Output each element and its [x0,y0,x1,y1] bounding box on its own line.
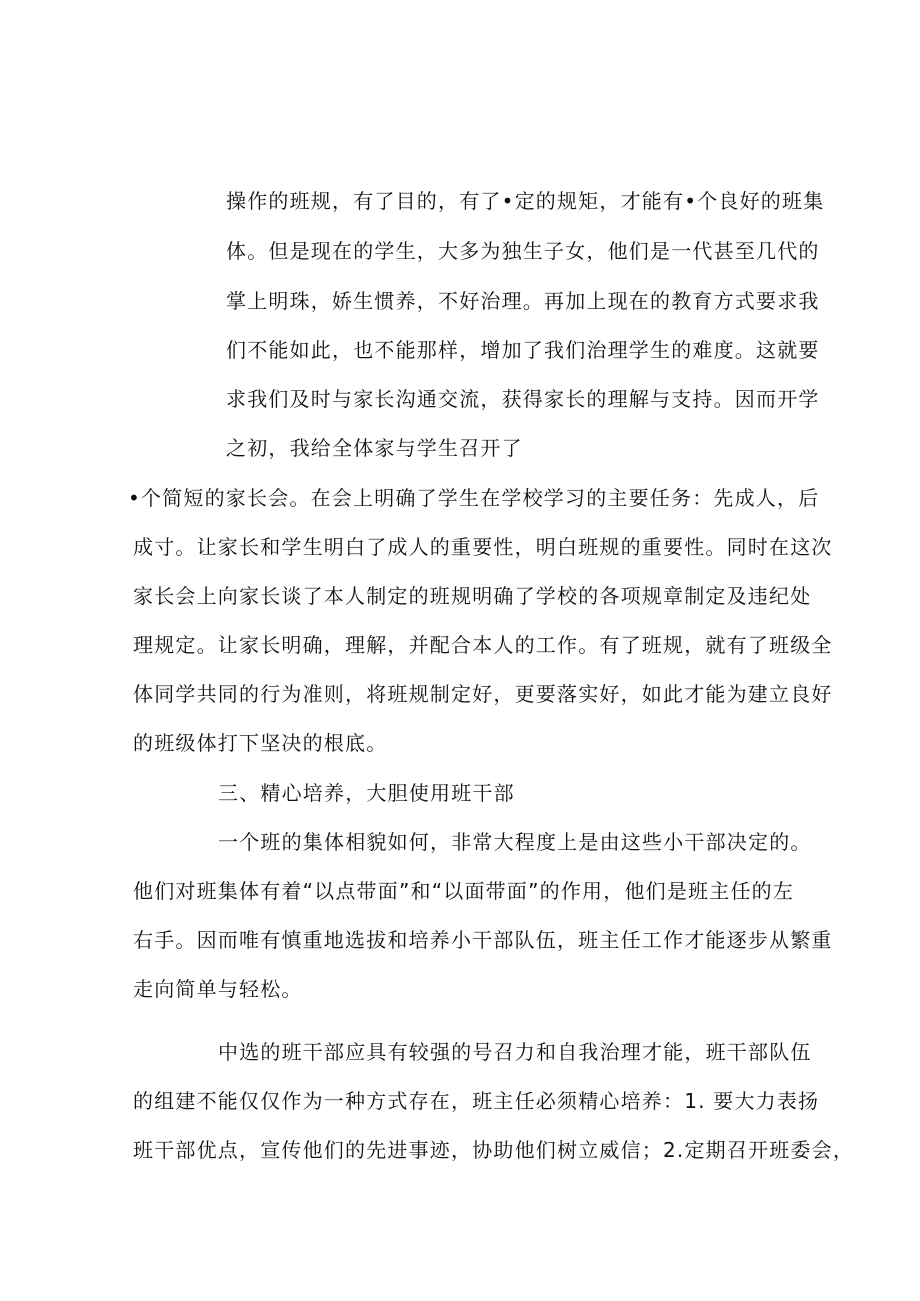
section-heading: 三、精心培养，大胆使用班干部 [218,781,515,805]
text-line: 成寸。让家长和学生明白了成人的重要性，明白班规的重要性。同时在这次 [133,535,833,559]
text-line: 走向简单与轻松。 [133,977,303,1001]
text-line: 中选的班干部应具有较强的号召力和自我治理才能，班干部队伍 [218,1040,812,1064]
text-line: 之初，我给全体家与学生召开了 [226,436,523,460]
text-line: 操作的班规，有了目的，有了•定的规矩，才能有•个良好的班集 [226,189,825,213]
text-line: 的班级体打下坚决的根底。 [133,731,388,755]
text-line: 掌上明珠，娇生惯养，不好治理。再加上现在的教育方式要求我 [226,289,820,313]
text-line: 求我们及时与家长沟通交流，获得家长的理解与支持。因而开学 [226,387,820,411]
text-line: 右手。因而唯有慎重地选拔和培养小干部队伍，班主任工作才能逐步从繁重 [133,928,833,952]
text-line: 一个班的集体相貌如何，非常大程度上是由这些小干部决定的。 [218,830,812,854]
text-line: 班干部优点，宣传他们的先进事迹，协助他们树立威信；2.定期召开班委会， [133,1138,855,1162]
text-line: 他们对班集体有着“以点带面”和“以面带面”的作用，他们是班主任的左 [133,879,795,903]
text-line: 体。但是现在的学生，大多为独生子女，他们是一代甚至几代的 [226,239,820,263]
text-line: 体同学共同的行为准则，将班规制定好，更要落实好，如此才能为建立良好 [133,682,833,706]
text-line: •个简短的家长会。在会上明确了学生在学校学习的主要任务：先成人，后 [128,486,820,510]
text-line: 的组建不能仅仅作为一种方式存在，班主任必须精心培养：1. 要大力表扬 [133,1089,820,1113]
text-line: 们不能如此，也不能那样，增加了我们治理学生的难度。这就要 [226,338,820,362]
text-line: 理规定。让家长明确，理解，并配合本人的工作。有了班规，就有了班级全 [133,633,833,657]
text-line: 家长会上向家长谈了本人制定的班规明确了学校的各项规章制定及违纪处 [133,584,812,608]
